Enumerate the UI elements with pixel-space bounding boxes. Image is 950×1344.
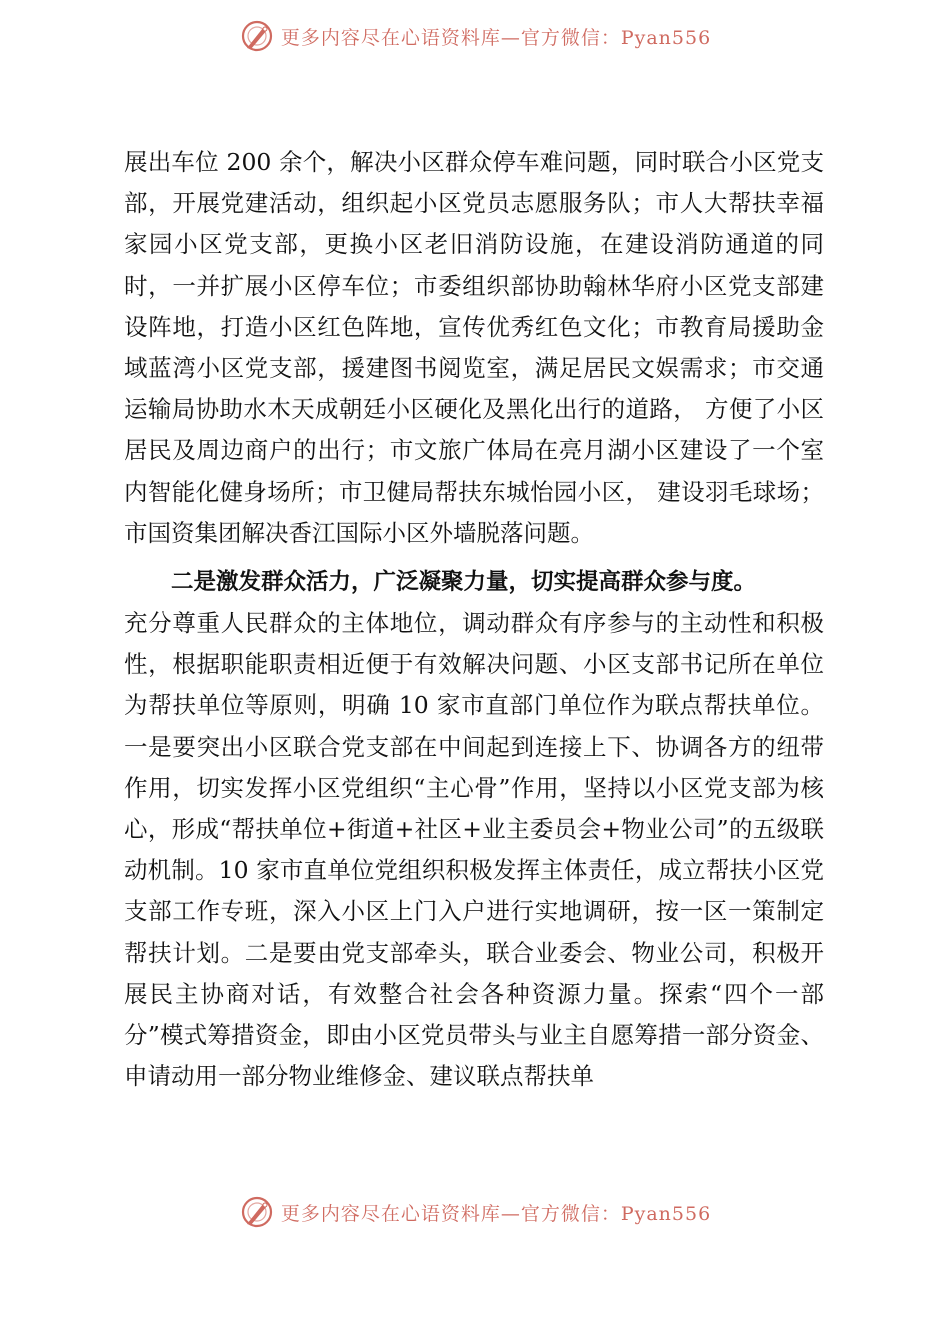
watermark-text: 更多内容尽在心语资料库—官方微信：Pyan556 xyxy=(280,26,712,49)
pen-nib-logo-icon xyxy=(239,18,275,54)
header-watermark xyxy=(0,14,950,58)
watermark-text: 更多内容尽在心语资料库—官方微信：Pyan556 xyxy=(280,1202,712,1225)
body-paragraph: 充分尊重人民群众的主体地位，调动群众有序参与的主动性和积极性，根据职能职责相近便于有效解决问题、小区支部书记所在单位为帮扶单位等原则，明确 10 家市直部门单位作为联点帮扶单位。一是要突出小区联合党支部在中间起到连接上下、协调各方的纽带作用，切实发挥小区党组织“主心骨”作用，坚持以小区党支部为核心，形成“帮扶单位+街道+社区+业主委员会+物业公司”的五级联动机制。10 家市直单位党组织积极发挥主体责任，成立帮扶小区党支部工作专班，深入小区上门入户进行实地调研，按一区一策制定帮扶计划。二是要由党支部牵头，联合业委会、物业公司，积极开展民主协商对话，有效整合社会各种资源力量。探索“四个一部分”模式筹措资金，即由小区党员带头与业主自愿筹措一部分资金、申请动用一部分物业维修金、建议联点帮扶单 xyxy=(124,609,824,1091)
section-heading: 二是激发群众活力，广泛凝聚力量，切实提高群众参与度。 xyxy=(171,569,757,596)
body-paragraph: 展出车位 200 余个，解决小区群众停车难问题，同时联合小区党支部，开展党建活动，组织起小区党员志愿服务队；市人大帮扶幸福家园小区党支部，更换小区老旧消防设施，在建设消防通道的同时，一并扩展小区停车位；市委组织部协助翰林华府小区党支部建设阵地，打造小区红色阵地，宣传优秀红色文化；市教育局援助金域蓝湾小区党支部，援建图书阅览室，满足居民文娱需求；市交通运输局协助水木天成朝廷小区硬化及黑化出行的道路， 方便了小区居民及周边商户的出行；市文旅广体局在亮月湖小区建设了一个室内智能化健身场所；市卫健局帮扶东城怡园小区， 建设羽毛球场；市国资集团解决香江国际小区外墙脱落问题。 xyxy=(124,148,824,547)
footer-watermark xyxy=(0,1190,950,1234)
pen-nib-logo-icon xyxy=(239,1194,275,1230)
document-body xyxy=(124,142,824,1097)
